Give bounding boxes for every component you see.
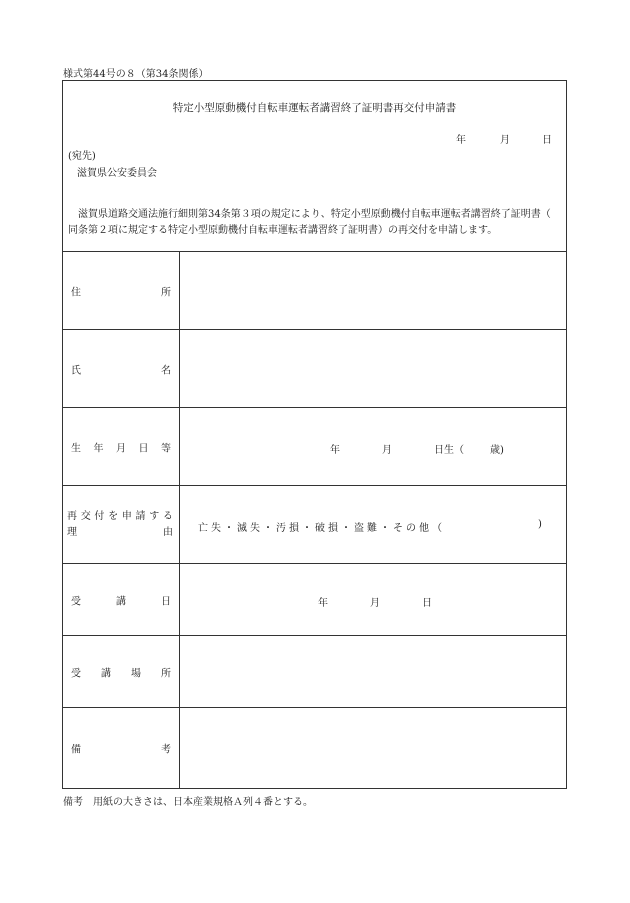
reason-close-paren: ) [538, 518, 542, 530]
course-date-field[interactable] [180, 564, 566, 635]
label-reason-line-1-char: 付 [94, 510, 105, 522]
reason-options: 亡失・滅失・汚損・破損・盗難・その他（ [198, 522, 445, 534]
statement [68, 207, 560, 239]
label-text [71, 741, 171, 756]
birth-year-label: 年 [330, 444, 340, 456]
label-reason-line-1-char: を [108, 510, 119, 522]
label-char: 日 [138, 443, 149, 454]
statement-line-2: 同条第２項に規定する特定小型原動機付自転車運転者講習終了証明書）の再交付を申請します。 [68, 225, 498, 236]
date-day-label: 日 [542, 135, 552, 146]
reason-field[interactable] [180, 486, 566, 563]
label-char: 場 [131, 668, 141, 679]
label-char: 住 [71, 287, 81, 298]
label-reason-line-1-char: す [149, 510, 160, 522]
course-location-field[interactable] [180, 636, 566, 707]
label-course-location [63, 636, 180, 707]
label-reason-line-1-char: 申 [121, 510, 132, 522]
course-day-label: 日 [422, 597, 432, 609]
row-name [63, 330, 566, 408]
label-reason-line-1-char: 交 [80, 510, 91, 522]
label-text [71, 361, 171, 376]
application-form [62, 80, 567, 789]
label-char: 考 [161, 744, 171, 756]
birthdate-field[interactable] [180, 408, 566, 485]
label-char: 氏 [71, 365, 81, 376]
label-text [71, 592, 171, 607]
label-reason-line-1-char: 再 [67, 510, 77, 522]
address-field[interactable] [180, 252, 566, 329]
label-char: 講 [101, 668, 111, 679]
label-char: 年 [93, 443, 104, 454]
label-name [63, 330, 180, 407]
label-text [71, 664, 171, 679]
label-reason-line-1-char: 請 [135, 510, 146, 522]
label-char: 名 [161, 365, 171, 376]
form-rows [63, 252, 566, 788]
course-date-parts [180, 594, 566, 609]
form-header [63, 81, 566, 252]
label-char: 受 [71, 596, 81, 607]
label-char: 講 [116, 596, 126, 607]
birthdate-parts [180, 441, 566, 456]
row-address [63, 252, 566, 330]
form-title: 特定小型原動機付自転車運転者講習終了証明書再交付申請書 [172, 102, 457, 114]
label-text [71, 283, 171, 298]
name-field[interactable] [180, 330, 566, 407]
course-month-label: 月 [370, 597, 380, 609]
label-address [63, 252, 180, 329]
row-course-location [63, 636, 566, 708]
label-reason [63, 486, 180, 563]
row-birthdate [63, 408, 566, 486]
reason-parts [180, 518, 566, 534]
label-char: 等 [161, 443, 171, 454]
label-reason-line-1 [67, 509, 173, 525]
paper-size-note: 備考 用紙の大きさは、日本産業規格Ａ列４番とする。 [63, 797, 313, 808]
birth-day-label: 日生（ [434, 444, 464, 456]
label-char: 生 [71, 443, 81, 454]
row-remarks [63, 708, 566, 788]
date-year-label: 年 [456, 135, 466, 146]
label-course-date [63, 564, 180, 635]
age-label: 歳) [490, 444, 504, 456]
row-reason [63, 486, 566, 564]
label-char: 月 [116, 443, 126, 454]
label-reason-line-2-char: 由 [163, 526, 173, 538]
birth-month-label: 月 [382, 444, 392, 456]
label-reason-line-2 [67, 525, 173, 541]
label-reason-line-2-char: 理 [67, 526, 77, 538]
application-date [456, 131, 556, 146]
addressee-label: (宛先) [68, 151, 96, 162]
date-month-label: 月 [500, 135, 510, 146]
label-char: 備 [71, 744, 81, 756]
label-remarks [63, 708, 180, 788]
label-text [71, 439, 171, 454]
label-char: 日 [161, 596, 171, 607]
form-number: 様式第44号の８（第34条関係） [63, 69, 209, 80]
label-char: 所 [161, 287, 171, 298]
row-course-date [63, 564, 566, 636]
remarks-field[interactable] [180, 708, 566, 788]
statement-line-1: 滋賀県道路交通法施行細則第34条第３項の規定により、特定小型原動機付自転車運転者講習終了証明書（ [78, 209, 551, 220]
label-birthdate [63, 408, 180, 485]
course-year-label: 年 [318, 597, 328, 609]
label-char: 所 [161, 668, 171, 679]
addressee: 滋賀県公安委員会 [77, 168, 157, 179]
label-reason-line-1-char: る [162, 510, 173, 522]
label-reason-text [67, 509, 173, 541]
label-char: 受 [71, 668, 81, 679]
